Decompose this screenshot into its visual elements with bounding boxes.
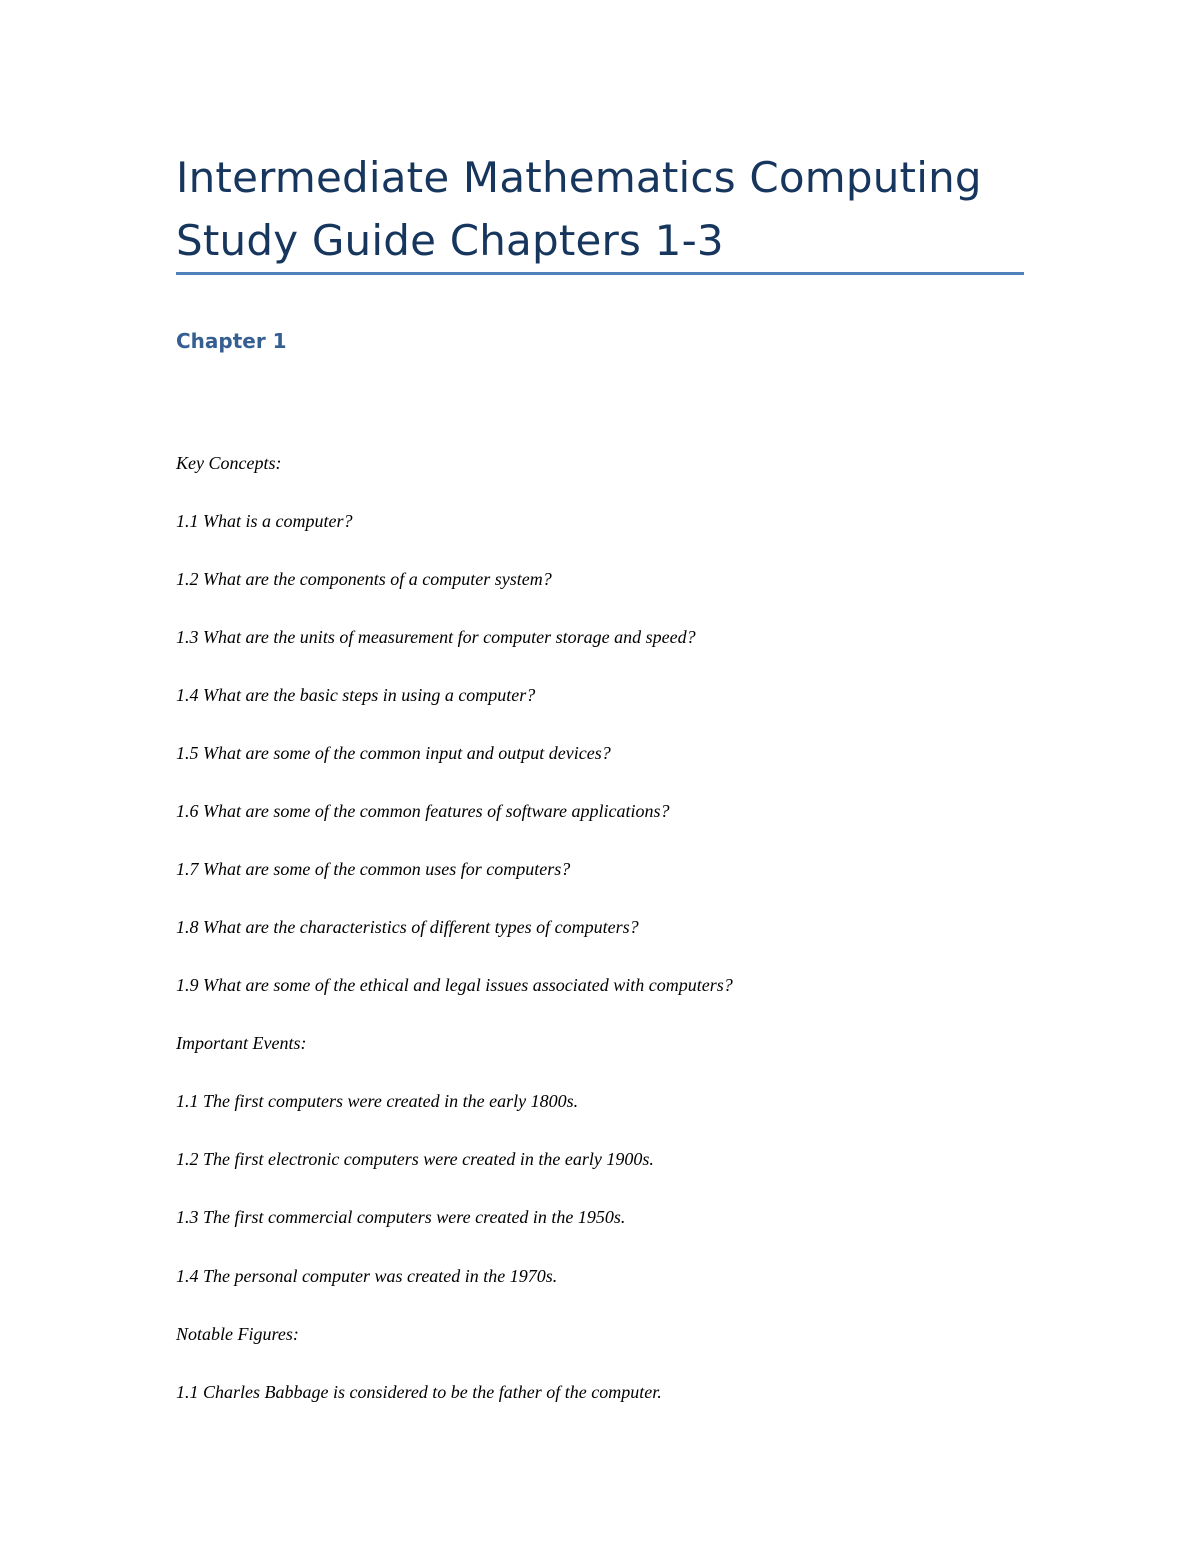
- important-events-label: Important Events:: [176, 1033, 307, 1053]
- key-concept-item: 1.4 What are the basic steps in using a computer?: [176, 685, 536, 705]
- notable-figure-item: 1.1 Charles Babbage is considered to be the father of the computer.: [176, 1382, 662, 1402]
- key-concepts-label: Key Concepts:: [176, 453, 282, 473]
- important-event-item: 1.2 The first electronic computers were created in the early 1900s.: [176, 1149, 654, 1169]
- key-concept-item: 1.2 What are the components of a computer system?: [176, 569, 552, 589]
- notable-figures-label: Notable Figures:: [176, 1324, 299, 1344]
- key-concept-item: 1.7 What are some of the common uses for computers?: [176, 859, 571, 879]
- title-line-1: Intermediate Mathematics Computing: [176, 153, 982, 202]
- key-concept-item: 1.1 What is a computer?: [176, 511, 353, 531]
- chapter-heading: Chapter 1: [176, 329, 287, 353]
- important-event-item: 1.1 The first computers were created in the early 1800s.: [176, 1091, 579, 1111]
- key-concept-item: 1.6 What are some of the common features of software applications?: [176, 801, 670, 821]
- document-title: [176, 146, 1026, 272]
- key-concept-item: 1.9 What are some of the ethical and legal issues associated with computers?: [176, 975, 733, 995]
- important-event-item: 1.3 The first commercial computers were created in the 1950s.: [176, 1207, 626, 1227]
- key-concept-item: 1.3 What are the units of measurement for computer storage and speed?: [176, 627, 696, 647]
- key-concept-item: 1.8 What are the characteristics of different types of computers?: [176, 917, 639, 937]
- title-line-2: Study Guide Chapters 1-3: [176, 216, 724, 265]
- key-concept-item: 1.5 What are some of the common input and output devices?: [176, 743, 611, 763]
- important-event-item: 1.4 The personal computer was created in the 1970s.: [176, 1266, 558, 1286]
- title-underline-rule: [176, 272, 1024, 275]
